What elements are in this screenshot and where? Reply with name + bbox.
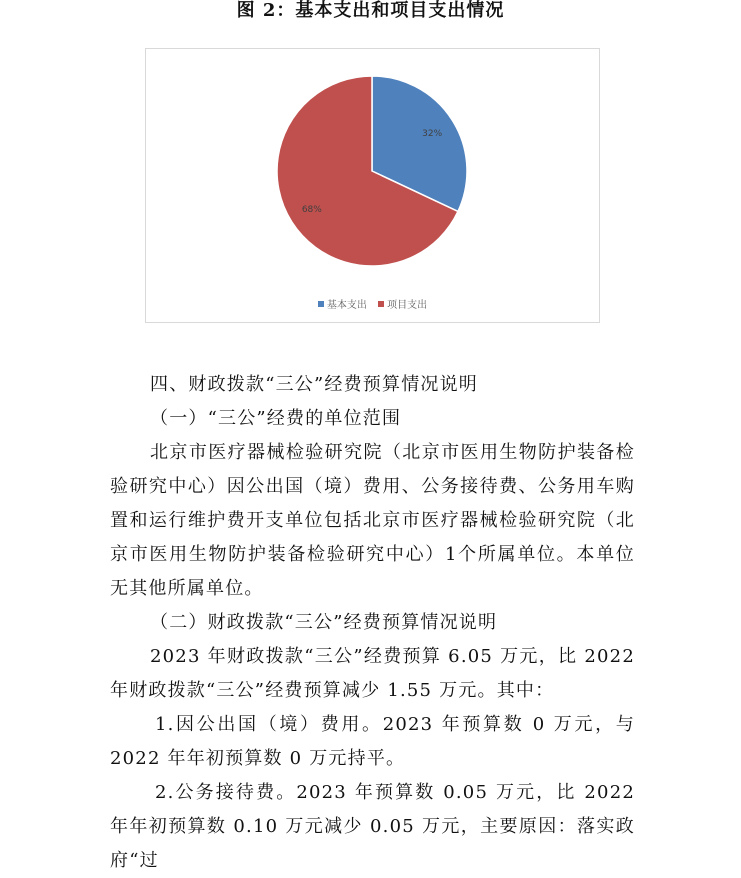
legend-label-basic: 基本支出: [326, 300, 367, 311]
legend-label-project: 项目支出: [387, 300, 428, 311]
legend-item-basic: [318, 296, 367, 311]
pie-chart-svg: [146, 49, 599, 322]
legend-swatch-project: [378, 301, 384, 307]
legend-item-project: [378, 296, 427, 311]
document-body: [110, 368, 635, 878]
paragraph-budget-overview: 2023 年财政拨款“三公”经费预算 6.05 万元，比 2022 年财政拨款“三公”经费预算减少 1.55 万元。其中：: [110, 646, 635, 701]
section-heading: 四、财政拨款“三公”经费预算情况说明: [150, 374, 479, 395]
pie-data-label-basic: 32%: [422, 128, 443, 139]
chart-legend: [146, 296, 599, 311]
figure-title: 图 2：基本支出和项目支出情况: [236, 0, 505, 21]
pie-data-label-project: 68%: [301, 205, 322, 216]
legend-swatch-basic: [318, 301, 324, 307]
paragraph-unit-scope: 北京市医疗器械检验研究院（北京市医用生物防护装备检验研究中心）因公出国（境）费用、公务接待费、公务用车购置和运行维护费开支单位包括北京市医疗器械检验研究院（北京市医用生物防护装备检验研究中心）1个所属单位。本单位无其他所属单位。: [110, 442, 635, 599]
subsection-heading-1: （一）“三公”经费的单位范围: [150, 408, 402, 429]
paragraph-reception: 2.公务接待费。2023 年预算数 0.05 万元，比 2022 年年初预算数 0.10 万元减少 0.05 万元，主要原因：落实政府“过: [110, 782, 635, 871]
paragraph-overseas-travel: 1.因公出国（境）费用。2023 年预算数 0 万元，与 2022 年年初预算数 0 万元持平。: [110, 714, 635, 769]
pie-chart: [145, 48, 600, 323]
subsection-heading-2: （二）财政拨款“三公”经费预算情况说明: [150, 612, 498, 633]
